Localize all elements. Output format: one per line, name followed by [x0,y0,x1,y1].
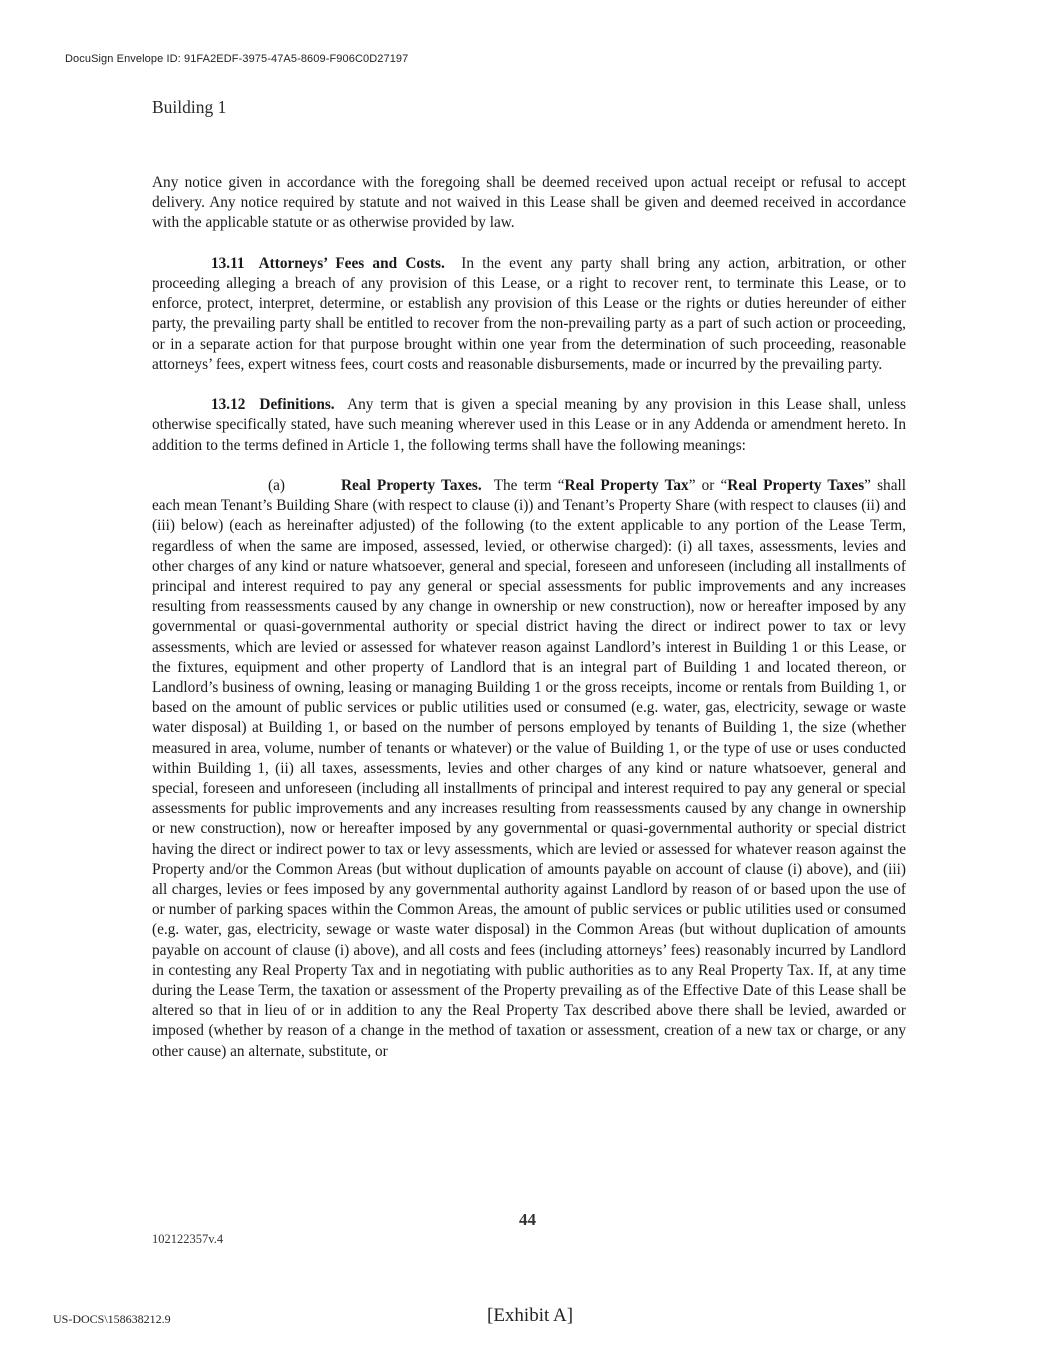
subsection-text: ” shall each mean Tenant’s Building Share (with respect to clause (i)) and Tenant’s Property Share (with respect to clauses (ii) and (iii) below) (each as hereinafter adjusted) of the following (to the extent applicable to any portion of the Lease Term, regardless of when the same are imposed, assessed, levied, or otherwise charged): (i) all taxes, assessments, levies and other charges of any kind or nature whatsoever, general and special, foreseen and unforeseen (including all installments of principal and interest required to pay any general or special assessments for public improvements and any increases resulting from reassessments caused by any change in ownership or new construction), now or hereafter imposed by any governmental or quasi-governmental authority or special district having the direct or indirect power to tax or levy assessments, which are levied or assessed for whatever reason against Landlord’s interest in Building 1 or this Lease, or the fixtures, equipment and other property of Landlord that is an integral part of Building 1 and located thereon, or Landlord’s business of owning, leasing or managing Building 1 or the gross receipts, income or rentals from Building 1, or based on the amount of public services or public utilities used or consumed (e.g. water, gas, electricity, sewage or waste water disposal) at Building 1, or based on the number of persons employed by tenants of Building 1, the size (whether measured in area, volume, number of tenants or whatever) or the value of Building 1, or the type of use or uses conducted within Building 1, (ii) all taxes, assessments, levies and other charges of any kind or nature whatsoever, general and special, foreseen and unforeseen (including all installments of principal and interest required to pay any general or special assessments for public improvements and any increases resulting from reassessments caused by any change in ownership or new construction), now or hereafter imposed by any governmental or quasi-governmental authority or special district having the direct or indirect power to tax or levy assessments, which are levied or assessed for whatever reason against the Property and/or the Common Areas (but without duplication of amounts payable on account of clause (i) above), and (iii) all charges, levies or fees imposed by any governmental authority against Landlord by reason of or based upon the use of or number of parking spaces within the Common Areas, the amount of public services or public utilities used or consumed (e.g. water, gas, electricity, sewage or waste water disposal) in the Common Areas (but without duplication of amounts payable on account of clause (i) above), and all costs and fees (including attorneys’ fees) reasonably incurred by Landlord in contesting any Real Property Tax and in negotiating with public authorities as to any Real Property Tax. If, at any time during the Lease Term, the taxation or assessment of the Property prevailing as of the Effective Date of this Lease shall be altered so that in lieu of or in addition to any the Real Property Tax described above there shall be levied, awarded or imposed (whether by reason of a change in the method of taxation or assessment, creation of a new tax or charge, or any other cause) an alternate, substitute, or [152,477,906,1060]
section-13-11 [152,254,906,375]
section-title: Attorneys’ Fees and Costs. [258,254,445,272]
defined-term-1: Real Property Tax [564,477,689,494]
subsection-mid: ” or “ [688,477,728,494]
page-number: 44 [519,1210,536,1229]
document-body [152,173,906,1082]
docusign-envelope-id: DocuSign Envelope ID: 91FA2EDF-3975-47A5-8609-F906C0D27197 [65,53,409,65]
section-title: Definitions. [259,396,335,414]
section-13-12 [152,395,906,456]
notice-paragraph: Any notice given in accordance with the foregoing shall be deemed received upon actual receipt or refusal to accept delivery. Any notice required by statute and not waived in this Lease shall be given and deemed received in accordance with the applicable statute or as otherwise provided by law. [152,174,906,232]
defined-term-2: Real Property Taxes [727,477,865,494]
footer-exhibit-label: [Exhibit A] [487,1305,574,1326]
section-number: 13.11 [211,254,245,272]
document-version: 102122357v.4 [152,1232,224,1246]
footer-docs-id: US-DOCS\158638212.9 [53,1312,171,1326]
subsection-intro: The term “ [493,477,565,494]
section-text: Any term that is given a special meaning by any provision in this Lease shall, unless otherwise specifically stated, have such meaning wherever used in this Lease or in any Addenda or amendment hereto. In addition to the terms defined in Article 1, the following terms shall have the following meanings: [152,396,906,454]
subsection-a [152,476,906,1062]
section-text: In the event any party shall bring any action, arbitration, or other proceeding alleging a breach of any provision of this Lease, or a right to recover rent, to terminate this Lease, or to enforce, protect, interpret, determine, or establish any provision of this Lease or the rights or duties hereunder of either party, the prevailing party shall be entitled to recover from the non-prevailing party as a part of such action or proceeding, or in a separate action for that purpose brought within one year from the determination of such proceeding, reasonable attorneys’ fees, expert witness fees, court costs and reasonable disbursements, made or incurred by the prevailing party. [152,254,906,373]
subsection-label: (a) [268,477,285,494]
section-number: 13.12 [211,396,246,414]
subsection-title: Real Property Taxes. [340,477,482,494]
page-header-building: Building 1 [152,97,227,117]
